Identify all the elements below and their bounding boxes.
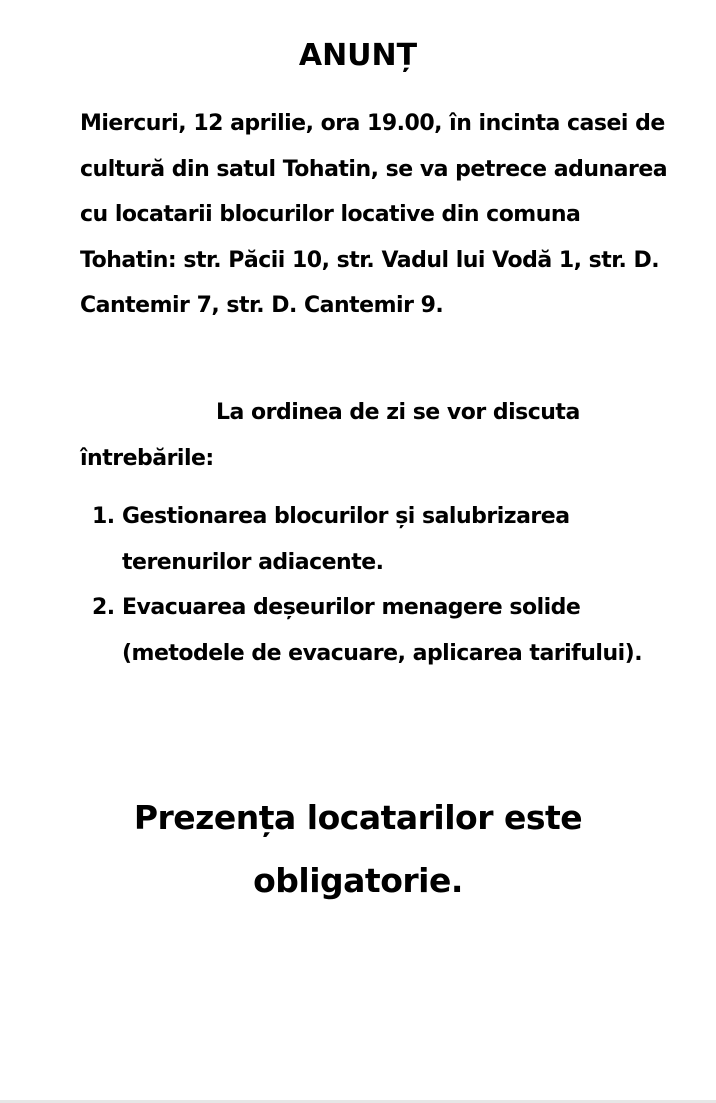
notice-title: ANUNȚ — [298, 38, 418, 73]
agenda-item-number: 2. — [92, 595, 115, 620]
agenda-item-number: 1. — [92, 504, 115, 529]
notice-intro-paragraph: Miercuri, 12 aprilie, ora 19.00, în incinta casei de cultură din satul Tohatin, se va petrece adunarea cu locatarii blocurilor locative din comuna Tohatin: str. Păcii 10, str. Vadul lui Vodă 1, str. D. Cantemir 7, str. D. Cantemir 9. — [80, 111, 668, 318]
agenda-intro-paragraph: La ordinea de zi se vor discuta întrebările: — [80, 400, 580, 471]
agenda-list — [92, 494, 652, 676]
closing-statement — [0, 786, 716, 912]
closing-line-1: Prezența locatarilor este — [133, 798, 583, 837]
agenda-item-2 — [92, 585, 652, 676]
agenda-item-1 — [92, 494, 652, 585]
agenda-item-text: Evacuarea deșeurilor menagere solide (metodele de evacuare, aplicarea tarifului). — [122, 595, 643, 666]
closing-line-2: obligatorie. — [253, 861, 463, 900]
agenda-item-text: Gestionarea blocurilor și salubrizarea terenurilor adiacente. — [122, 504, 570, 575]
